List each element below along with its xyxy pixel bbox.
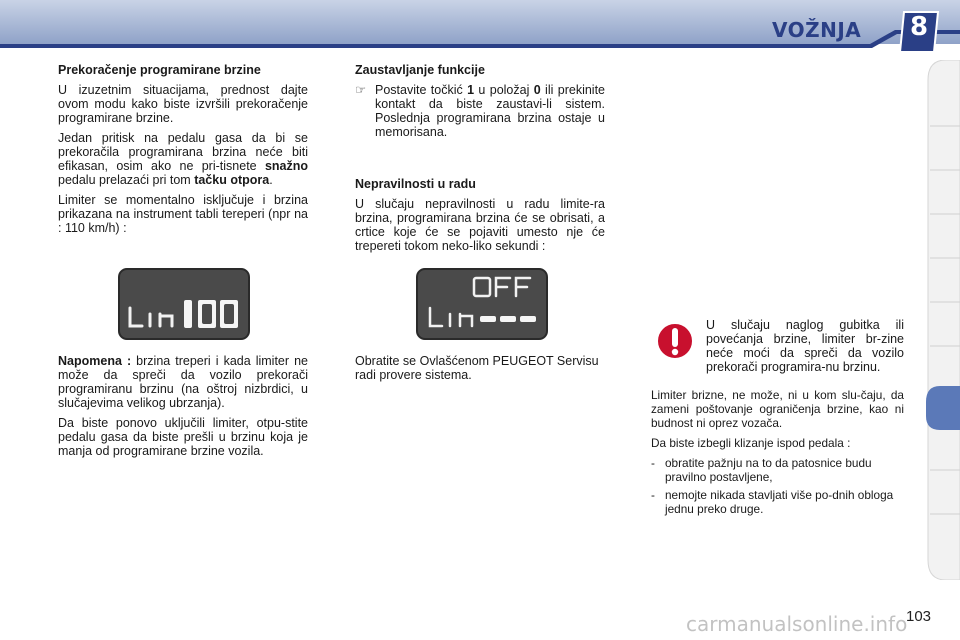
column-middle-lower [355,354,605,388]
paragraph: Obratite se Ovlašćenom PEUGEOT Servisu radi provere sistema. [355,354,599,382]
section-heading-speed-exceed: Prekoračenje programirane brzine [58,63,261,77]
paragraph: U slučaju naglog gubitka ili povećanja brzine, limiter br-zine neće moći da spreči da vozilo prekorači programira-nu brzinu. [706,318,904,374]
paragraph: U slučaju nepravilnosti u radu limite-ra brzina, programirana brzina će se obrisati, a crtice koje će se pojaviti umesto nje će trepereti tokom neko-liko sekundi : [355,197,605,253]
paragraph: Limiter brizne, ne može, ni u kom slu-čaju, da zameni poštovanje ograničenja brzine, kao ni budnost ni oprez vozača. [651,388,904,430]
lcd-segments-off [418,270,546,338]
paragraph: Limiter se momentalno isključuje i brzina prikazana na instrument tabli tereperi (npr na : 110 km/h) : [58,193,308,235]
bullet-item: ☞ Postavite točkić 1 u položaj 0 ili prekinite kontakt da biste zaustavi-li sistem. Poslednja programirana brzina ostaje u memorisana. [355,83,605,139]
column-left-lower [58,354,308,464]
exclamation-warning-icon [655,320,695,362]
instrument-display-limit [118,268,250,340]
lcd-segments [120,270,248,338]
paragraph: Da biste izbegli klizanje ispod pedala : [651,436,851,450]
paragraph: Da biste ponovo uključili limiter, otpu-stite pedalu gasa da biste prešli u brzinu koja je manja od programirane brzine vozila. [58,416,308,458]
chapter-number: 8 [909,12,929,42]
page-header [0,0,960,56]
pointing-hand-icon: ☞ [355,83,367,97]
page-number: 103 [906,608,932,625]
list-item: - nemojte nikada stavljati više po-dnih obloga jednu preko druge. [651,488,894,516]
paragraph: U izuzetnim situacijama, prednost dajte ovom modu kako biste izvršili prekoračenje programirane brzine. [58,83,308,125]
watermark: carmanualsonline.info [686,612,908,636]
column-right [651,388,904,520]
instrument-display-off [416,268,548,340]
column-middle-malfunction [355,177,605,259]
section-heading-malfunction: Nepravilnosti u radu [355,177,476,191]
column-left [58,63,308,241]
note-paragraph: Napomena : brzina treperi i kada limiter ne može da spreči da vozilo prekorači programiranu brzinu (na oštroj nizbrdici, u slučajevima velikog ubrzanja). [58,354,308,410]
paragraph: Jedan pritisk na pedalu gasa da bi se prekoračila programirana brzina neće biti efikasan, osim ako ne pri-tisnete snažno pedalu prelazaći pri tom tačku otpora. [58,131,308,187]
warning-text-top [706,318,904,374]
chapter-title: VOŽNJA [772,18,862,42]
section-heading-stop: Zaustavljanje funkcije [355,63,485,77]
list-item: - obratite pažnju na to da patosnice budu pravilno postavljene, [651,456,872,484]
chapter-tabs-sidebar [924,60,960,580]
column-middle [355,63,605,139]
